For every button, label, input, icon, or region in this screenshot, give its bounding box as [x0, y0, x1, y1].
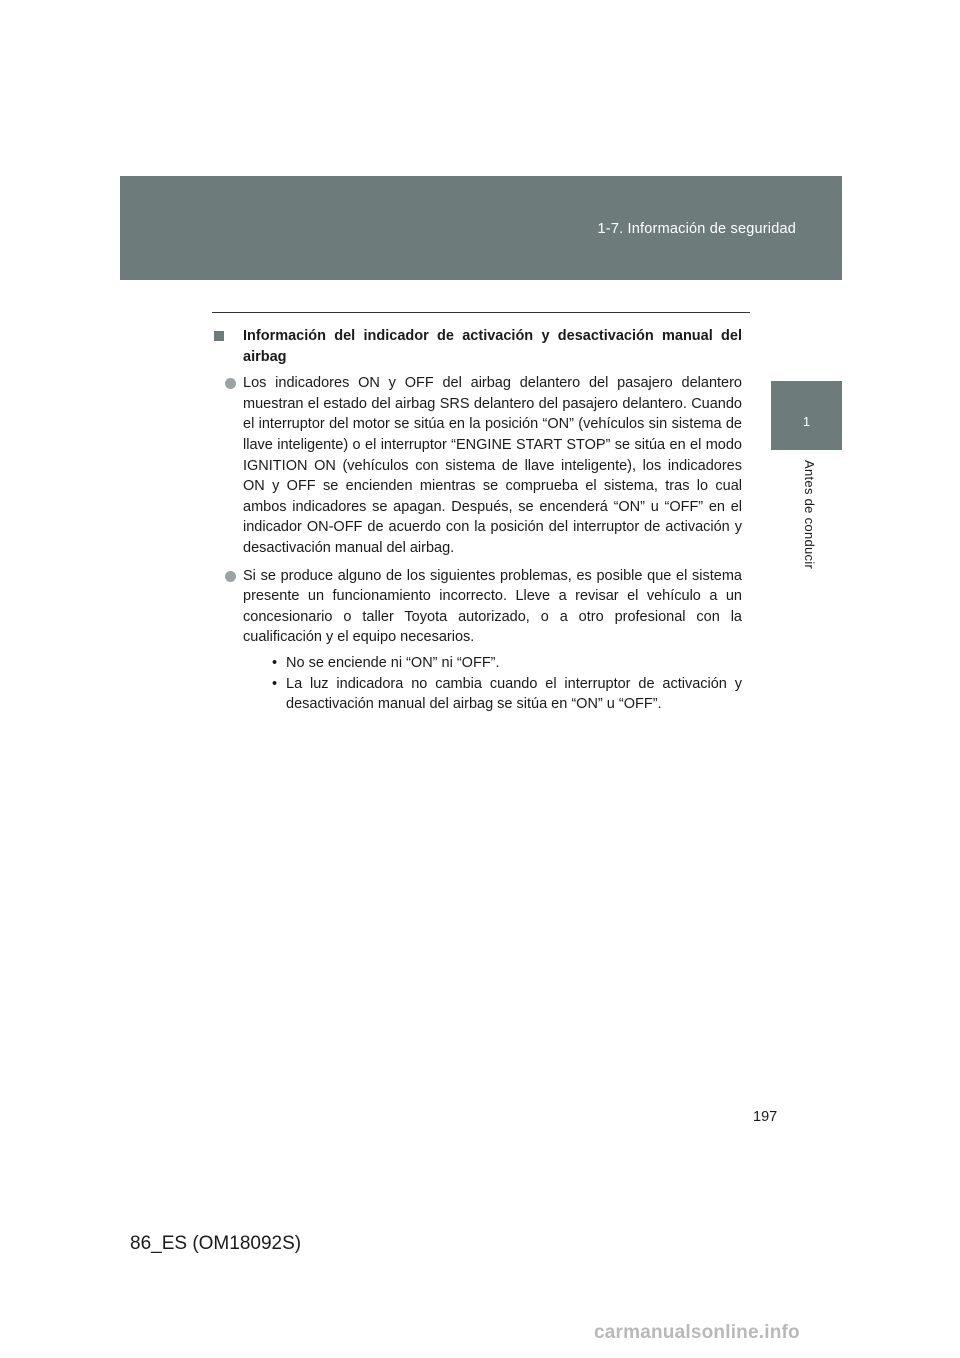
- header-band: [120, 176, 842, 280]
- sub-list-item-text: La luz indicadora no cambia cuando el interruptor de activación y desactivación manual del airbag se sitúa en “ON” u “OFF”.: [286, 675, 742, 713]
- chapter-tab: [771, 381, 842, 450]
- section-heading: [214, 326, 742, 367]
- page-number: 197: [753, 1109, 778, 1125]
- sub-list: [243, 653, 742, 715]
- heading-text: Información del indicador de activación y desactivación manual del airbag: [243, 328, 742, 365]
- circle-bullet-icon: [225, 571, 236, 582]
- list-item: [214, 566, 742, 715]
- chapter-label: Antes de conducir: [802, 460, 817, 570]
- watermark: carmanualsonline.info: [594, 1322, 800, 1343]
- list-item-text: Los indicadores ON y OFF del airbag delantero del pasajero delantero muestran el estado del airbag SRS delantero del pasajero delantero. Cuando el interruptor del motor se sitúa en la posición “ON” (vehículos sin sistema de llave inteligente) o el interruptor “ENGINE START STOP” se sitúa en el modo IGNITION ON (vehículos con sistema de llave inteligente), los indicadores ON y OFF se encienden mientras se comprueba el sistema, tras lo cual ambos indicadores se apagan. Después, se encenderá “ON” u “OFF” en el indicador ON-OFF de acuerdo con la posición del interruptor de activación y desactivación manual del airbag.: [243, 375, 742, 556]
- circle-bullet-icon: [225, 378, 236, 389]
- sub-list-item: [272, 674, 742, 715]
- main-content: [214, 326, 742, 722]
- document-code: 86_ES (OM18092S): [130, 1233, 302, 1254]
- sub-list-item-text: No se enciende ni “ON” ni “OFF”.: [286, 654, 500, 671]
- list-item-text: Si se produce alguno de los siguientes problemas, es posible que el sistema presente un funcionamiento incorrecto. Lleve a revisar el vehículo a un concesionario o taller Toyota autorizado, o a otro profesional con la cualificación y el equipo necesarios.: [243, 567, 742, 646]
- square-bullet-icon: [214, 331, 224, 341]
- chapter-number: 1: [802, 414, 811, 429]
- dot-bullet-icon: •: [272, 675, 278, 692]
- dot-bullet-icon: •: [272, 654, 278, 671]
- sub-list-item: [272, 653, 742, 674]
- list-item: [214, 373, 742, 558]
- section-divider: [212, 312, 750, 313]
- section-title: 1-7. Información de seguridad: [597, 221, 796, 237]
